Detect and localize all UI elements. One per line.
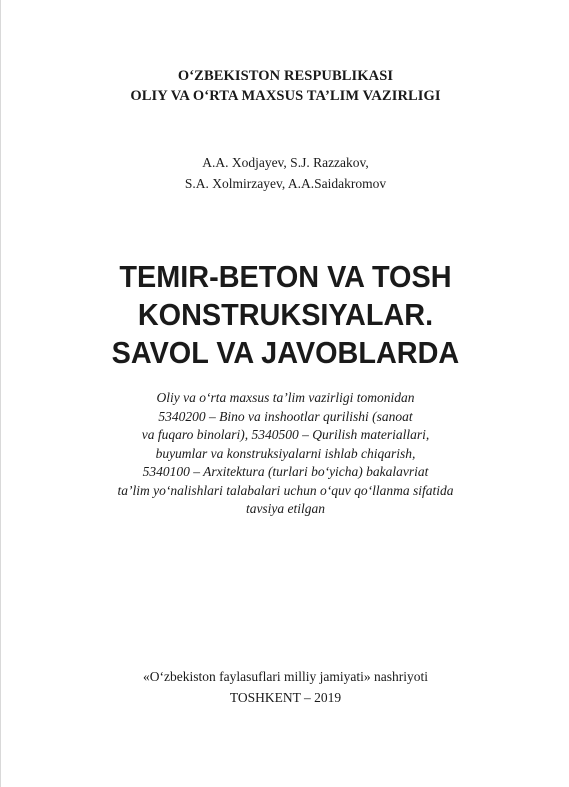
book-title [21,258,550,372]
publisher-block [1,666,569,708]
book-title-line-1: TEMIR-BETON VA TOSH [119,259,452,294]
ministry-line-ministry: OLIY VA O‘RTA MAXSUS TA’LIM VAZIRLIGI [130,88,441,104]
approval-statement [1,389,569,519]
authors-line-1: A.A. Xodjayev, S.J. Razzakov, [202,155,369,170]
approval-line: ta’lim yo‘nalishlari talabalari uchun o‘quv qo‘llanma sifatida [117,482,454,498]
publisher-city-year: TOSHKENT – 2019 [229,690,342,705]
approval-line: va fuqaro binolari), 5340500 – Qurilish materiallari, [141,427,430,442]
authors-line-2: S.A. Xolmirzayev, A.A.Saidakromov [184,176,387,191]
book-title-line-3: SAVOL VA JAVOBLARDA [111,335,460,370]
approval-line: Oliy va o‘rta maxsus ta’lim vazirligi tomonidan [156,390,415,405]
ministry-line-republic: O‘ZBEKISTON RESPUBLIKASI [177,68,394,84]
approval-line: 5340200 – Bino va inshootlar qurilishi (sanoat [158,408,413,424]
authors [1,152,569,194]
book-title-line-2: KONSTRUKSIYALAR. [137,297,434,332]
approval-line: 5340100 – Arxitektura (turlari bo‘yicha) bakalavriat [142,464,429,479]
ministry-header [1,66,569,106]
approval-line: buyumlar va konstruksiyalarni ishlab chiqarish, [155,445,416,461]
publisher-name: «O‘zbekiston faylasuflari milliy jamiyati» nashriyoti [143,669,428,684]
approval-line: tavsiya etilgan [245,501,326,516]
